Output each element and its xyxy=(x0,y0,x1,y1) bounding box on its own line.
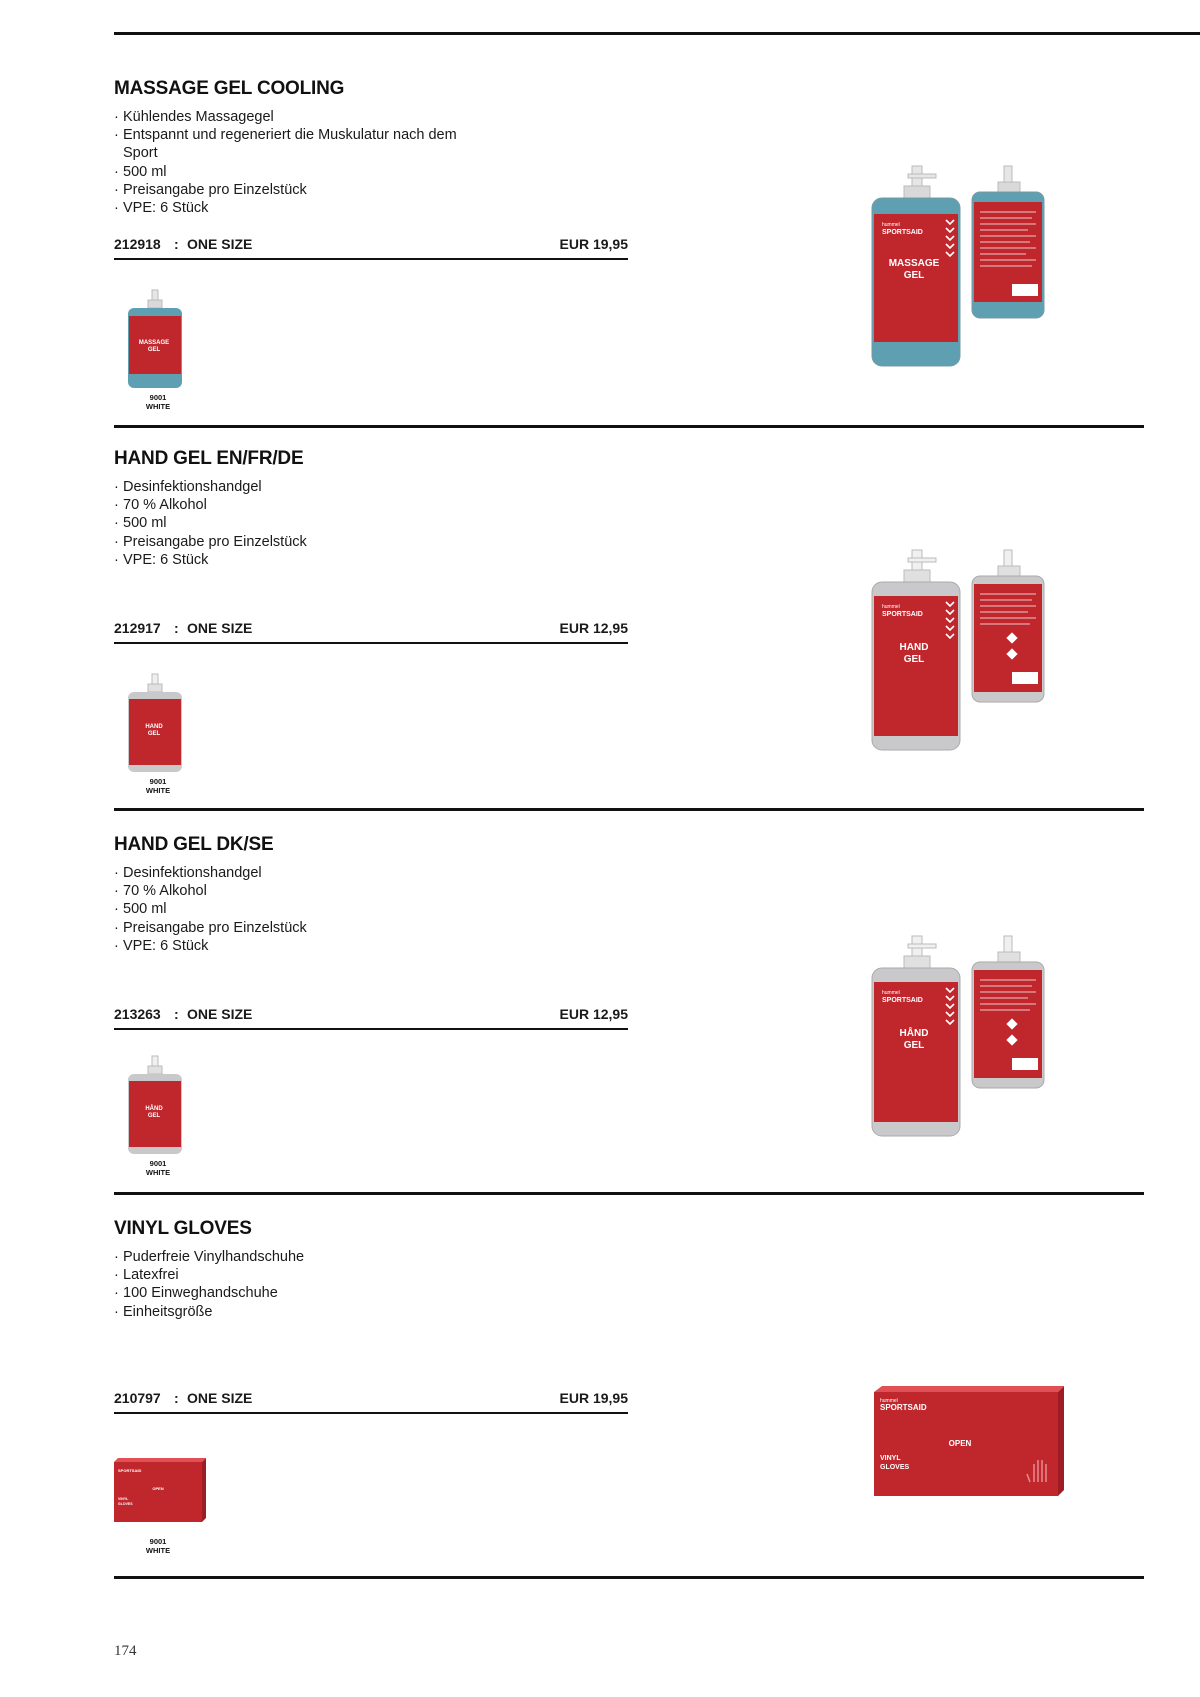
svg-text:hummel: hummel xyxy=(882,222,900,228)
feature-item: · 500 ml xyxy=(114,163,474,181)
article-price: EUR 19,95 xyxy=(559,236,628,252)
feature-item: · Desinfektionshandgel xyxy=(114,478,474,496)
color-swatch[interactable] xyxy=(114,1054,202,1178)
svg-text:HÅND: HÅND xyxy=(145,1106,163,1112)
article-size: ONE SIZE xyxy=(187,620,253,636)
product-image-gloves-box xyxy=(874,1386,1064,1496)
feature-item: · Kühlendes Massagegel xyxy=(114,108,474,126)
svg-text:VINYL: VINYL xyxy=(118,1497,129,1501)
feature-item: · 500 ml xyxy=(114,514,474,532)
svg-text:SPORTSAID: SPORTSAID xyxy=(882,997,923,1004)
product-hand-gel-dk-se xyxy=(0,812,1200,1196)
product-image-bottles xyxy=(868,932,1060,1142)
svg-text:GLOVES: GLOVES xyxy=(118,1502,133,1506)
article-number: 213263 xyxy=(114,1006,161,1022)
article-number: 212918 xyxy=(114,236,161,252)
article-separator: : xyxy=(174,620,179,636)
feature-item: · Einheitsgröße xyxy=(114,1303,474,1321)
feature-item: · Preisangabe pro Einzelstück xyxy=(114,533,474,551)
page-number: 174 xyxy=(114,1643,137,1659)
feature-list xyxy=(114,1248,474,1321)
article-separator: : xyxy=(174,1390,179,1406)
svg-text:VINYL: VINYL xyxy=(880,1455,901,1462)
color-swatch[interactable] xyxy=(114,672,202,796)
article-row xyxy=(114,620,628,644)
article-size: ONE SIZE xyxy=(187,1390,253,1406)
article-number: 212917 xyxy=(114,620,161,636)
svg-text:HÅND: HÅND xyxy=(899,1028,929,1039)
product-hand-gel-en-fr-de xyxy=(0,428,1200,812)
svg-text:GEL: GEL xyxy=(147,347,161,353)
svg-text:MASSAGE: MASSAGE xyxy=(888,258,940,269)
svg-text:OPEN: OPEN xyxy=(948,1439,972,1448)
swatch-code: 9001 xyxy=(149,393,167,402)
swatch-thumbnail xyxy=(114,1458,206,1522)
swatch-thumbnail xyxy=(122,1054,186,1158)
svg-text:GEL: GEL xyxy=(903,1040,925,1051)
section-divider xyxy=(114,1576,1144,1579)
feature-item: · 70 % Alkohol xyxy=(114,882,474,900)
swatch-code: 9001 xyxy=(149,777,167,786)
product-title: HAND GEL EN/FR/DE xyxy=(114,448,304,469)
article-price: EUR 19,95 xyxy=(559,1390,628,1406)
product-image-bottles xyxy=(868,162,1060,372)
svg-text:SPORTSAID: SPORTSAID xyxy=(118,1468,142,1473)
product-title: MASSAGE GEL COOLING xyxy=(114,78,345,99)
color-swatch[interactable] xyxy=(114,288,202,412)
swatch-color: WHITE xyxy=(145,786,171,795)
feature-item: · VPE: 6 Stück xyxy=(114,551,474,569)
product-massage-gel-cooling xyxy=(0,44,1200,428)
product-title: HAND GEL DK/SE xyxy=(114,834,274,855)
article-price: EUR 12,95 xyxy=(559,1006,628,1022)
svg-text:HAND: HAND xyxy=(145,724,163,730)
svg-text:OPEN: OPEN xyxy=(152,1486,164,1491)
article-size: ONE SIZE xyxy=(187,1006,253,1022)
swatch-color: WHITE xyxy=(145,402,171,411)
feature-item: · Desinfektionshandgel xyxy=(114,864,474,882)
product-image-bottles xyxy=(868,546,1060,756)
svg-text:GEL: GEL xyxy=(903,654,925,665)
article-size: ONE SIZE xyxy=(187,236,253,252)
svg-text:SPORTSAID: SPORTSAID xyxy=(882,611,923,618)
swatch-thumbnail xyxy=(122,288,186,392)
article-row xyxy=(114,236,628,260)
svg-text:GEL: GEL xyxy=(903,270,925,281)
feature-list xyxy=(114,478,474,569)
product-title: VINYL GLOVES xyxy=(114,1218,252,1239)
feature-item: · Entspannt und regeneriert die Muskulatur nach dem Sport xyxy=(114,126,474,162)
feature-item: · VPE: 6 Stück xyxy=(114,199,474,217)
feature-item: · VPE: 6 Stück xyxy=(114,937,474,955)
section-divider xyxy=(114,1192,1144,1195)
swatch-code: 9001 xyxy=(149,1159,167,1168)
color-swatch[interactable] xyxy=(114,1432,202,1556)
article-separator: : xyxy=(174,236,179,252)
swatch-color: WHITE xyxy=(145,1168,171,1177)
feature-item: · Latexfrei xyxy=(114,1266,474,1284)
svg-text:MASSAGE: MASSAGE xyxy=(138,340,170,346)
svg-text:hummel: hummel xyxy=(882,604,900,610)
top-rule xyxy=(114,32,1200,35)
feature-item: · Preisangabe pro Einzelstück xyxy=(114,919,474,937)
feature-item: · 70 % Alkohol xyxy=(114,496,474,514)
feature-item: · 100 Einweghandschuhe xyxy=(114,1284,474,1302)
feature-item: · Preisangabe pro Einzelstück xyxy=(114,181,474,199)
feature-list xyxy=(114,108,474,217)
article-number: 210797 xyxy=(114,1390,161,1406)
swatch-color: WHITE xyxy=(145,1546,171,1555)
article-row xyxy=(114,1006,628,1030)
svg-text:HAND: HAND xyxy=(899,642,929,653)
swatch-code: 9001 xyxy=(149,1537,167,1546)
article-price: EUR 12,95 xyxy=(559,620,628,636)
feature-list xyxy=(114,864,474,955)
feature-item: · Puderfreie Vinylhandschuhe xyxy=(114,1248,474,1266)
svg-text:hummel: hummel xyxy=(882,990,900,996)
section-divider xyxy=(114,808,1144,811)
svg-text:GEL: GEL xyxy=(147,731,161,737)
feature-item: · 500 ml xyxy=(114,900,474,918)
svg-text:GLOVES: GLOVES xyxy=(880,1464,910,1471)
article-separator: : xyxy=(174,1006,179,1022)
swatch-thumbnail xyxy=(122,672,186,776)
svg-text:GEL: GEL xyxy=(147,1113,161,1119)
svg-text:SPORTSAID: SPORTSAID xyxy=(882,229,923,236)
article-row xyxy=(114,1390,628,1414)
svg-text:hummel: hummel xyxy=(880,1398,898,1404)
product-vinyl-gloves xyxy=(0,1196,1200,1580)
svg-text:SPORTSAID: SPORTSAID xyxy=(880,1403,927,1412)
